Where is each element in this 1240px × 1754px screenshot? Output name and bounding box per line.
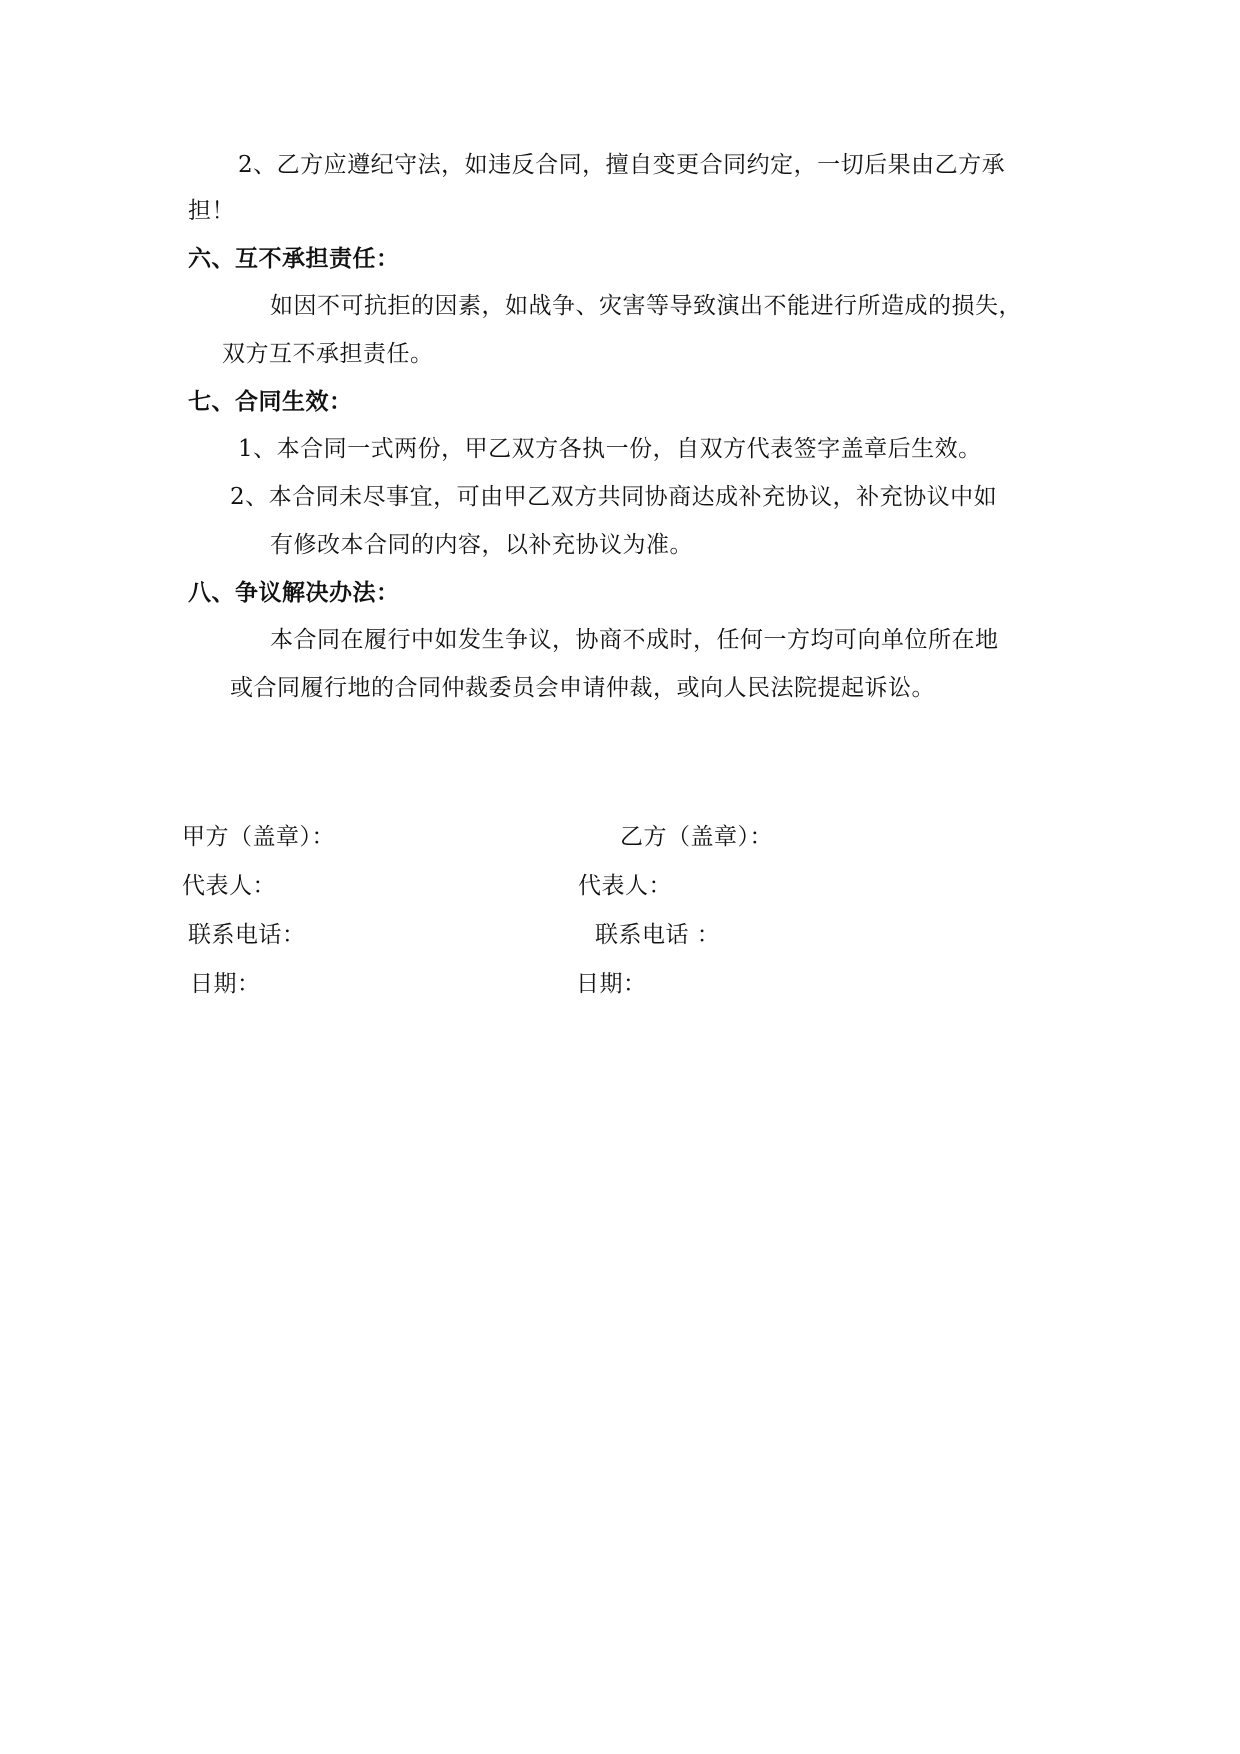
section-8-line-2: 或合同履行地的合同仲裁委员会申请仲裁，或向人民法院提起诉讼。 <box>230 675 935 701</box>
section-7-item-2-line-2: 有修改本合同的内容，以补充协议为准。 <box>270 532 693 558</box>
clause-5-item-2-line-1: 2、乙方应遵纪守法，如违反合同，擅自变更合同约定，一切后果由乙方承 <box>238 152 1006 178</box>
party-a-seal-label: 甲方（盖章）： <box>182 824 335 850</box>
section-6-line-2: 双方互不承担责任。 <box>222 341 434 367</box>
party-a-representative-label: 代表人： <box>182 873 276 899</box>
party-b-date-label: 日期： <box>576 971 647 997</box>
section-8-heading: 八、争议解决办法： <box>188 580 400 606</box>
section-7-heading: 七、合同生效： <box>188 389 353 415</box>
section-8-line-1: 本合同在履行中如发生争议，协商不成时，任何一方均可向单位所在地 <box>270 627 999 653</box>
party-b-seal-label: 乙方（盖章）： <box>620 824 773 850</box>
section-6-line-1: 如因不可抗拒的因素，如战争、灾害等导致演出不能进行所造成的损失， <box>270 293 1022 319</box>
section-7-item-2-line-1: 2、本合同未尽事宜，可由甲乙双方共同协商达成补充协议，补充协议中如 <box>230 484 998 510</box>
clause-5-item-2-line-2: 担！ <box>188 198 235 224</box>
section-7-item-1: 1、本合同一式两份，甲乙双方各执一份，自双方代表签字盖章后生效。 <box>238 436 982 462</box>
section-6-heading: 六、互不承担责任： <box>188 246 400 272</box>
party-b-phone-label: 联系电话 ： <box>595 922 721 948</box>
party-a-phone-label: 联系电话： <box>188 922 306 948</box>
party-a-date-label: 日期： <box>190 971 261 997</box>
party-b-representative-label: 代表人： <box>578 873 672 899</box>
